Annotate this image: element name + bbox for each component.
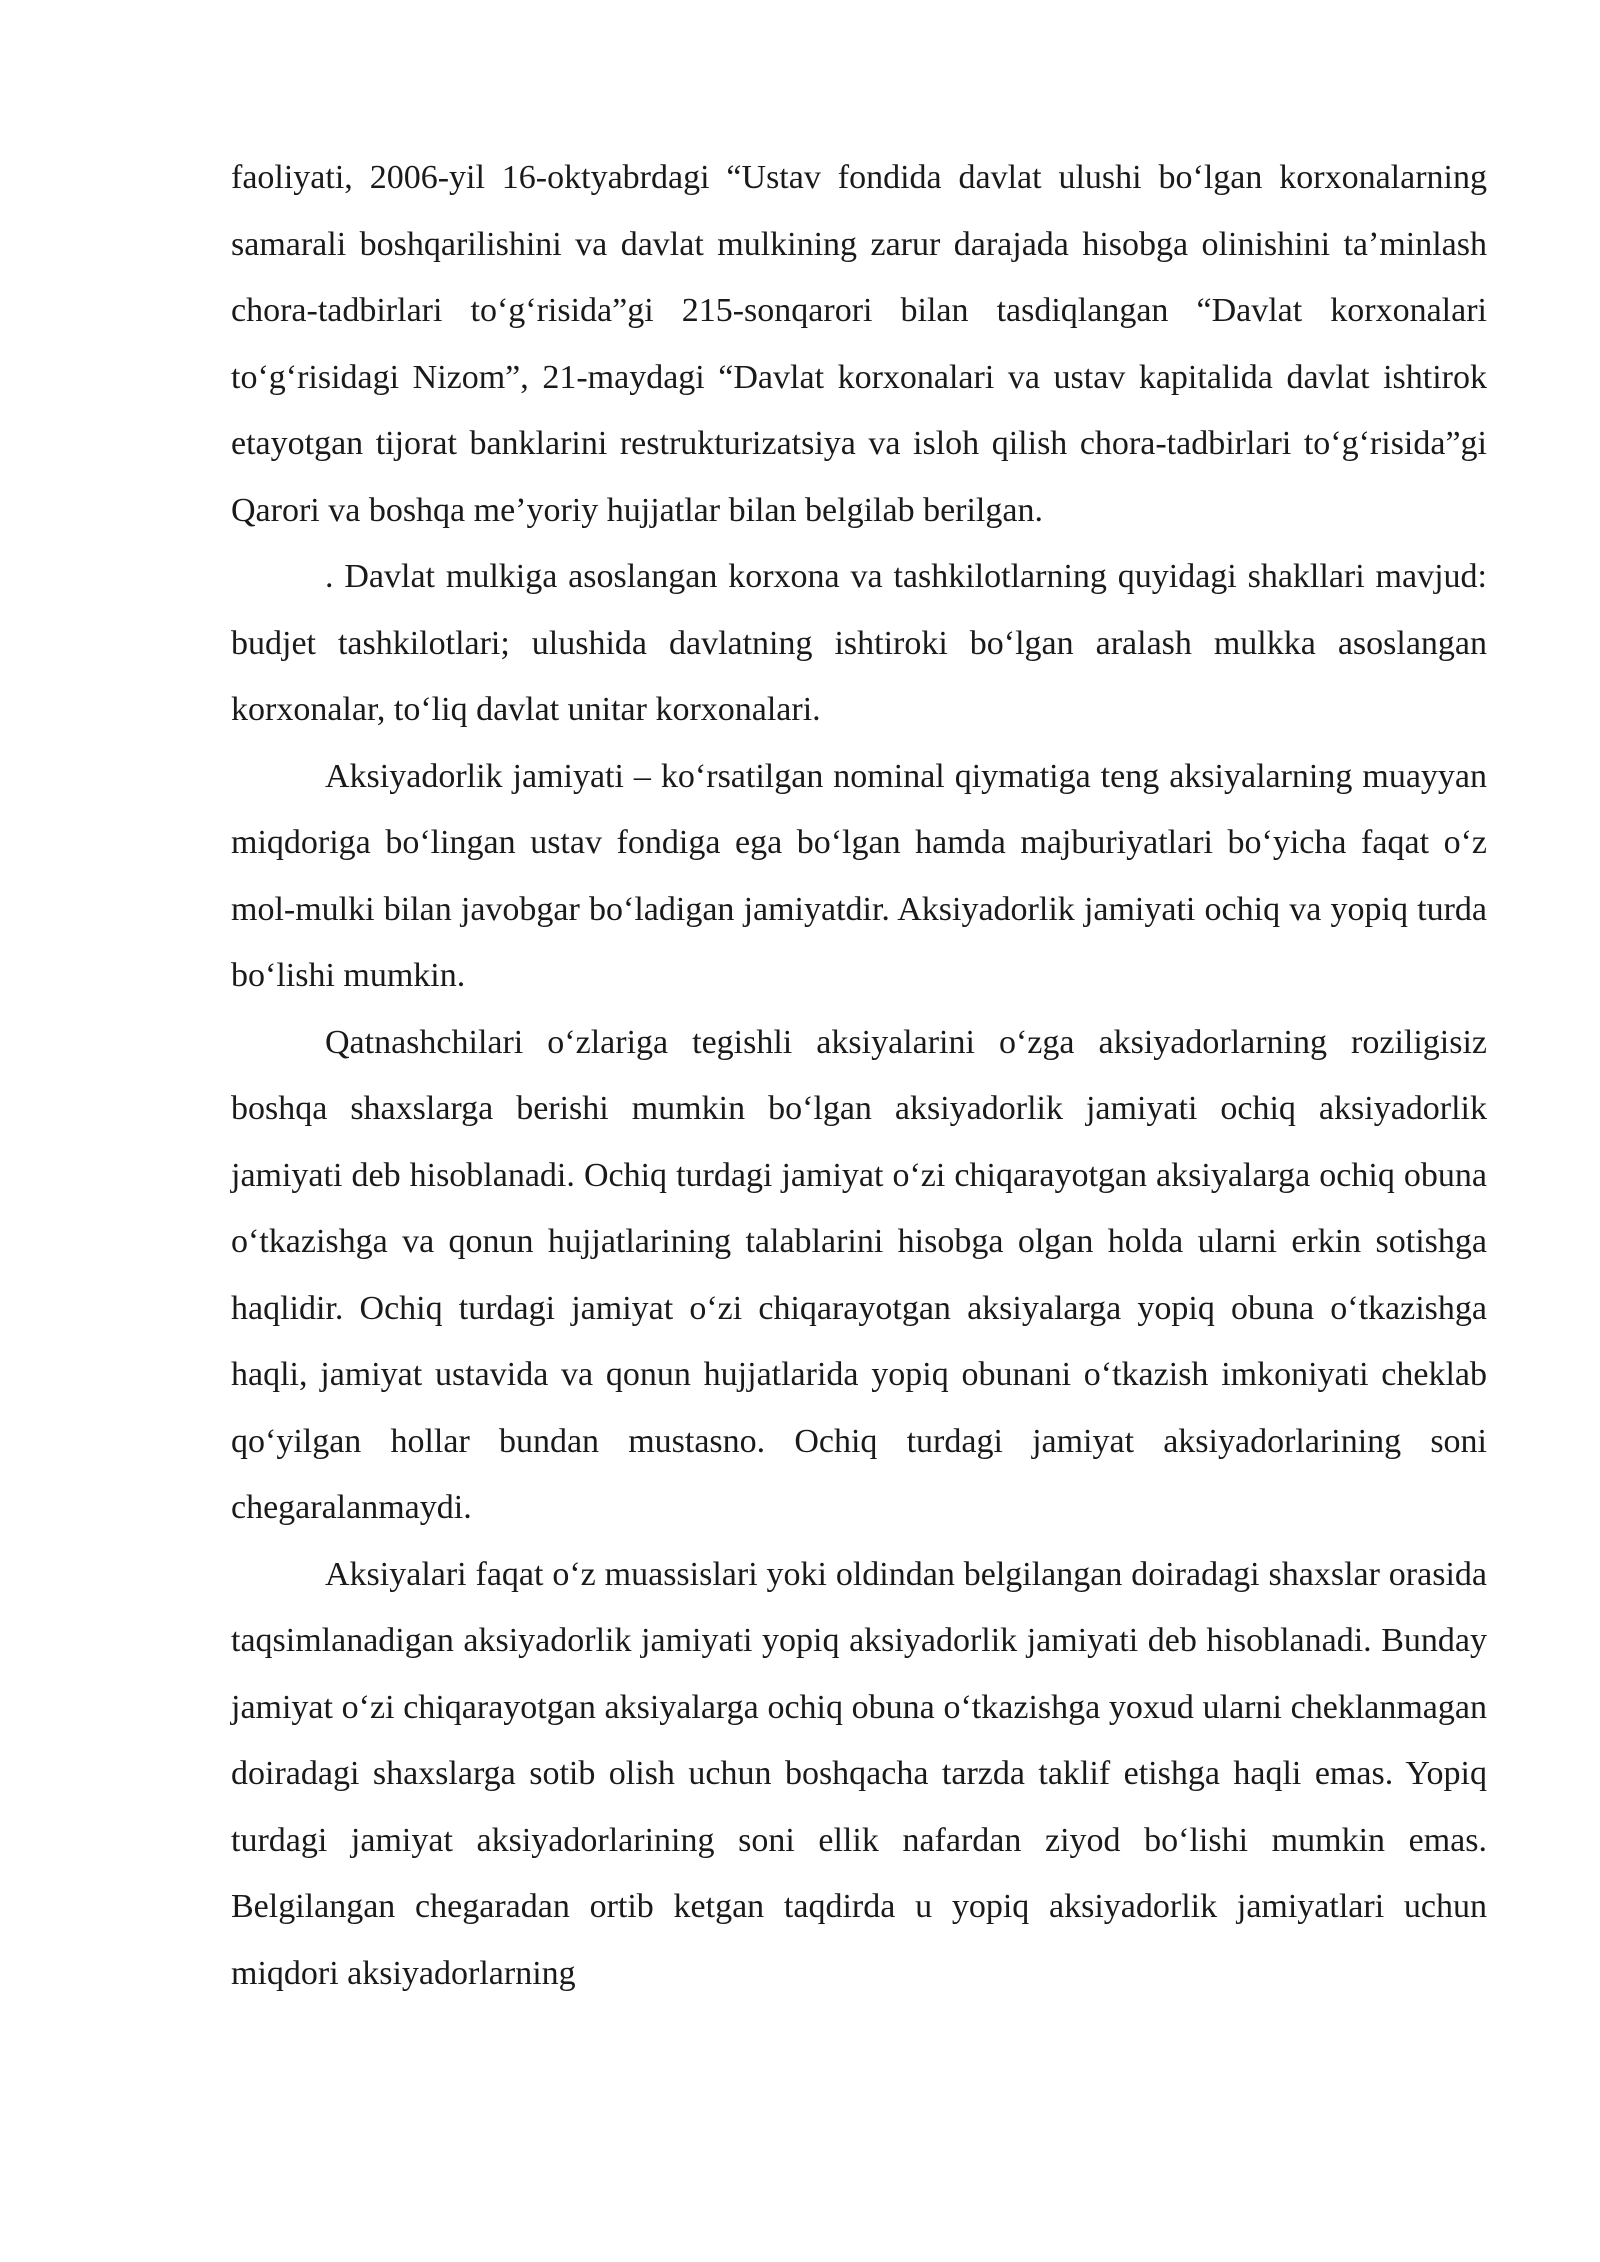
paragraph-4: Qatnashchilari oʻzlariga tegishli aksiyalarini oʻzga aksiyadorlarning roziligisiz boshqa shaxslarga berishi mumkin boʻlgan aksiyadorlik jamiyati ochiq aksiyadorlik jamiyati deb hisoblanadi. Ochiq turdagi jamiyat oʻzi chiqarayotgan aksiyalarga ochiq obuna oʻtkazishga va qonun hujjatlarining talablarini hisobga olgan holda ularni erkin sotishga haqlidir. Ochiq turdagi jamiyat oʻzi chiqarayotgan aksiyalarga yopiq obuna oʻtkazishga haqli, jamiyat ustavida va qonun hujjatlarida yopiq obunani oʻtkazish imkoniyati cheklab qoʻyilgan hollar bundan mustasno. Ochiq turdagi jamiyat aksiyadorlarining soni chegaralanmaydi. [231, 1023, 1487, 1526]
paragraph-1: faoliyati, 2006-yil 16-oktyabrdagi “Ustav fondida davlat ulushi boʻlgan korxonalarning samarali boshqarilishini va davlat mulkining zarur darajada hisobga olinishini taʼminlash chora-tadbirlari toʻgʻrisida”gi 215-sonqarori bilan tasdiqlangan “Davlat korxonalari toʻgʻrisidagi Nizom”, 21-maydagi “Davlat korxonalari va ustav kapitalida davlat ishtirok etayotgan tijorat banklarini restrukturizatsiya va isloh qilish chora-tadbirlari toʻgʻrisida”gi Qarori va boshqa meʼyoriy hujjatlar bilan belgilab berilgan. [231, 159, 1487, 529]
paragraph-5: Aksiyalari faqat oʻz muassislari yoki oldindan belgilangan doiradagi shaxslar orasida taqsimlanadigan aksiyadorlik jamiyati yopiq aksiyadorlik jamiyati deb hisoblanadi. Bunday jamiyat oʻzi chiqarayotgan aksiyalarga ochiq obuna oʻtkazishga yoxud ularni cheklanmagan doiradagi shaxslarga sotib olish uchun boshqacha tarzda taklif etishga haqli emas. Yopiq turdagi jamiyat aksiyadorlarining soni ellik nafardan ziyod boʻlishi mumkin emas. Belgilangan chegaradan ortib ketgan taqdirda u yopiq aksiyadorlik jamiyatlari uchun miqdori aksiyadorlarning [231, 1555, 1487, 1992]
document-body [231, 145, 1487, 2007]
paragraph-3: Aksiyadorlik jamiyati – koʻrsatilgan nominal qiymatiga teng aksiyalarning muayyan miqdoriga boʻlingan ustav fondiga ega boʻlgan hamda majburiyatlari boʻyicha faqat oʻz mol-mulki bilan javobgar boʻladigan jamiyatdir. Aksiyadorlik jamiyati ochiq va yopiq turda boʻlishi mumkin. [231, 757, 1487, 994]
paragraph-2: . Davlat mulkiga asoslangan korxona va tashkilotlarning quyidagi shakllari mavjud: budjet tashkilotlari; ulushida davlatning ishtiroki boʻlgan aralash mulkka asoslangan korxonalar, toʻliq davlat unitar korxonalari. [231, 558, 1487, 728]
